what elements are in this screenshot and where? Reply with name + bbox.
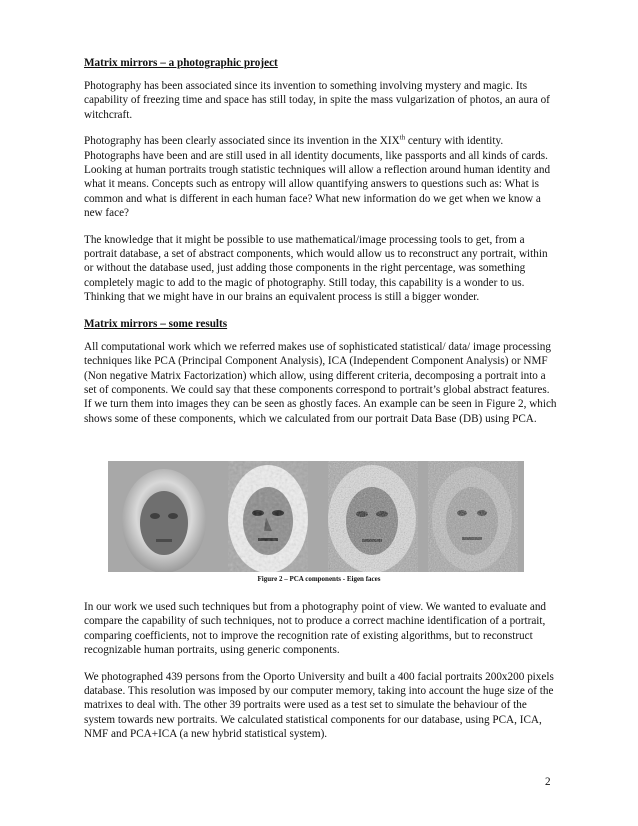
paragraph-computational: All computational work which we referred makes use of sophisticated statistical/ data/ image processing techniques like PCA (Principal Component Analysis), ICA (Independent Component Analysis) or NMF (Non negative Matrix Factorization) which allow, using different criteria, decomposing a portrait into a set of components. We could say that these components correspond to portrait’s global abstract features. If we turn them into images they can be seen as ghostly faces. An example can be seen in Figure 2, which shows some of these components, which we calculated from our portrait Data Base (DB) using PCA. bbox=[84, 340, 557, 425]
eigenface-4 bbox=[428, 461, 518, 572]
paragraph-identity-start: Photography has been clearly associated since its invention in the XIX bbox=[84, 135, 400, 148]
eigenfaces-figure bbox=[108, 461, 524, 572]
paragraph-identity-rest: century with identity. Photographs have been and are still used in all identity documents, like passports and all kinds of cards. Looking at human portraits trough statistic techniques will allow a reflection around human identity and what it means. Concepts such as entropy will allow quantifying answers to questions such as: What is common and what is different in each human face? What new information do we get when we know a new face? bbox=[84, 135, 551, 220]
paragraph-intro: Photography has been associated since its invention to something involving mystery and magic. Its capability of freezing time and space has still today, in spite the mass vulgarization of photos, an aura of witchcraft. bbox=[84, 80, 550, 121]
document-body-lower bbox=[84, 600, 558, 754]
eigenface-1 bbox=[122, 469, 206, 572]
section-heading-results: Matrix mirrors – some results bbox=[84, 317, 228, 330]
paragraph-identity bbox=[84, 134, 558, 220]
paragraph-photography-view: In our work we used such techniques but from a photography point of view. We wanted to evaluate and compare the capability of such techniques, not to produce a correct machine identification of a portrait, comparing coefficients, not to improve the recognition rate of existing algorithms, but to reconstruct recognizable human portraits, using generic components. bbox=[84, 601, 547, 657]
page-number: 2 bbox=[545, 776, 551, 788]
paragraph-knowledge: The knowledge that it might be possible to use mathematical/image processing tools to get, from a portrait database, a set of abstract components, which would allow us to reconstruct any portrait, within or without the database used, just adding those components in the right percentage, was something completely magic to add to the magic of photography. Still today, this capability is a wonder to us. Thinking that we might have in our brains an equivalent process is still a bigger wonder. bbox=[84, 233, 548, 304]
eigenface-3 bbox=[328, 461, 418, 572]
eigenfaces-image bbox=[108, 461, 524, 572]
superscript-th: th bbox=[399, 133, 406, 142]
document-body bbox=[84, 56, 558, 438]
paragraph-database: We photographed 439 persons from the Oporto University and built a 400 facial portraits 200x200 pixels database. This resolution was imposed by our computer memory, taking into account the huge size of the matrixes to deal with. The other 39 portraits were used as a test set to simulate the behaviour of the system towards new portraits. We calculated statistical components for our database, using PCA, ICA, NMF and PCA+ICA (a new hybrid statistical system). bbox=[84, 670, 554, 741]
eigenface-2 bbox=[228, 461, 308, 572]
section-heading-project: Matrix mirrors – a photographic project bbox=[84, 57, 278, 69]
figure-caption: Figure 2 – PCA components - Eigen faces bbox=[257, 575, 381, 583]
